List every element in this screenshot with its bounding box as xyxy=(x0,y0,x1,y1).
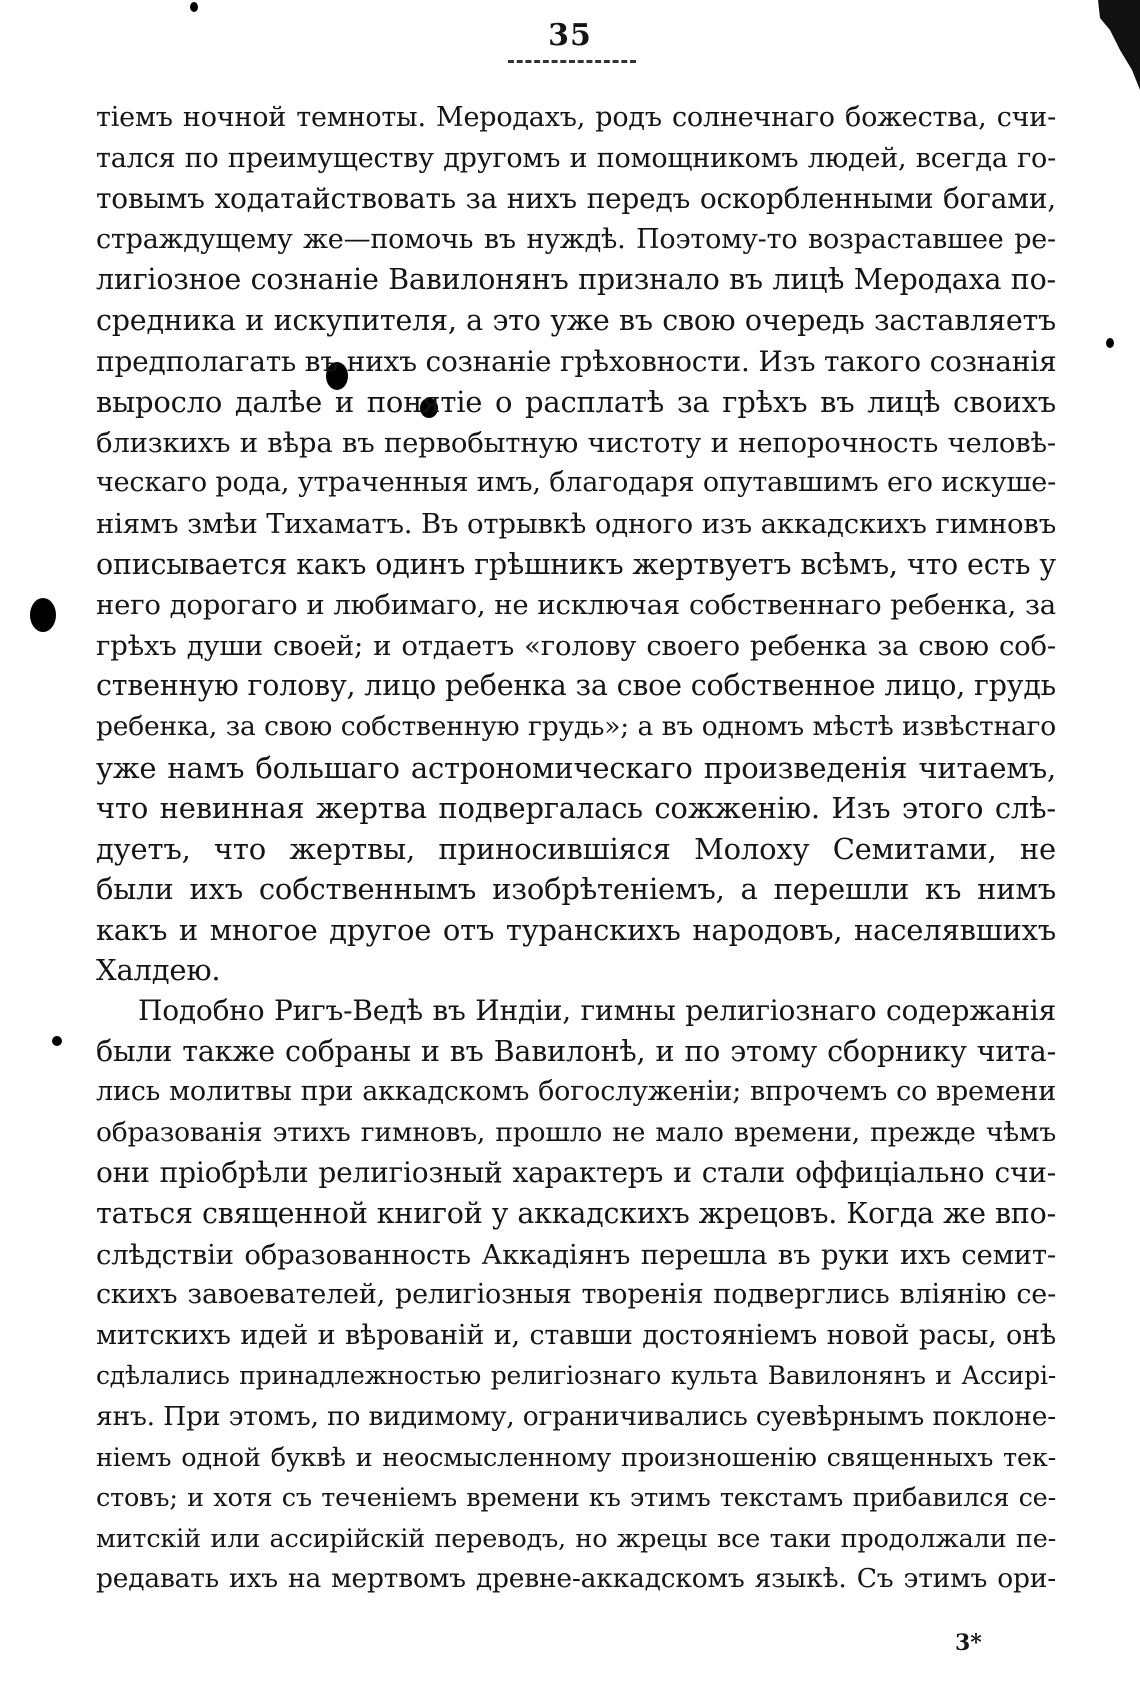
text-line: Подобно Ригъ-Ведѣ въ Индіи, гимны религіознаго содержанія xyxy=(138,994,1056,1028)
page-number: 35 xyxy=(548,18,592,53)
ink-speck xyxy=(1106,338,1114,348)
text-line: сдѣлались принадлежностью религіознаго культа Вавилонянъ и Ассирі- xyxy=(96,1361,1056,1391)
text-line: товымъ ходатайствовать за нихъ передъ оскорбленными богами, xyxy=(96,182,1056,216)
text-line: грѣхъ души своей; и отдаетъ «голову своего ребенка за свою соб- xyxy=(96,629,1056,662)
text-line: Халдею. xyxy=(96,953,221,988)
text-line: слѣдствіи образованность Аккадіянъ перешла въ руки ихъ семит- xyxy=(96,1238,1056,1271)
body-text xyxy=(96,98,1056,1600)
text-line: были также собраны и въ Вавилонѣ, и по этому сборнику чита- xyxy=(96,1034,1056,1068)
text-line: митскій или ассирійскій переводъ, но жрецы все таки продолжали пе- xyxy=(96,1523,1056,1554)
text-line: средника и искупителя, а это уже въ свою очередь заставляетъ xyxy=(96,303,1056,337)
text-line: лигіозное сознаніе Вавилонянъ признало въ лицѣ Меродаха по- xyxy=(96,263,1056,297)
text-line: образованія этихъ гимновъ, прошло не мало времени, прежде чѣмъ xyxy=(96,1116,1056,1148)
text-line: выросло далѣе и понятіе о расплатѣ за грѣхъ въ лицѣ своихъ xyxy=(96,385,1056,420)
text-line: ніемъ одной буквѣ и неосмысленному произношенію священныхъ тек- xyxy=(96,1442,1056,1473)
text-line: предполагать въ нихъ сознаніе грѣховности. Изъ такого сознанія xyxy=(96,344,1056,378)
text-line: ственную голову, лицо ребенка за свое собственное лицо, грудь xyxy=(96,669,1056,703)
text-line: редавать ихъ на мертвомъ древне-аккадскомъ языкѣ. Съ этимъ ори- xyxy=(96,1563,1056,1595)
text-line: близкихъ и вѣра въ первобытную чистоту и непорочность человѣ- xyxy=(96,426,1056,459)
text-line: янъ. При этомъ, по видимому, ограничивались суевѣрнымъ поклоне- xyxy=(96,1401,1056,1432)
ink-speck xyxy=(52,1036,62,1046)
text-line: что невинная жертва подвергалась сожженію. Изъ этого слѣ- xyxy=(96,791,1056,826)
text-line: тіемъ ночной темноты. Меродахъ, родъ солнечнаго божества, счи- xyxy=(96,102,1056,133)
text-line: ребенка, за свою собственную грудь»; а въ одномъ мѣстѣ извѣстнаго xyxy=(96,710,1056,742)
text-line: они пріобрѣли религіозный характеръ и стали оффиціально счи- xyxy=(96,1156,1056,1190)
text-line: митскихъ идей и вѣрованій и, ставши достояніемъ новой расы, онѣ xyxy=(96,1319,1056,1351)
text-line: тался по преимуществу другомъ и помощникомъ людей, всегда го- xyxy=(96,142,1056,174)
text-line: него дорогаго и любимаго, не исключая собственнаго ребенка, за xyxy=(96,589,1056,622)
printer-signature-mark: 3* xyxy=(955,1630,982,1656)
text-line: ніямъ змѣи Тихаматъ. Въ отрывкѣ одного изъ аккадскихъ гимновъ xyxy=(96,507,1056,540)
text-line: описывается какъ одинъ грѣшникъ жертвуетъ всѣмъ, что есть у xyxy=(96,547,1056,581)
text-line: стовъ; и хотя съ теченіемъ времени къ этимъ текстамъ прибавился се- xyxy=(96,1483,1056,1514)
text-line: страждущему же—помочь въ нуждѣ. Поэтому-то возраставшее ре- xyxy=(96,223,1056,255)
text-line: уже намъ большаго астрономическаго произведенія читаемъ, xyxy=(96,750,1056,785)
ink-blot xyxy=(30,598,56,632)
text-line: таться священной книгой у аккадскихъ жрецовъ. Когда же впо- xyxy=(96,1197,1056,1231)
text-line: лись молитвы при аккадскомъ богослуженіи; впрочемъ со времени xyxy=(96,1076,1056,1108)
page-number-rule xyxy=(508,60,636,63)
text-line: были ихъ собственнымъ изобрѣтеніемъ, а перешли къ нимъ xyxy=(96,872,1056,907)
text-line: ческаго рода, утраченныя имъ, благодаря опутавшимъ его искуше- xyxy=(96,467,1056,499)
text-line: скихъ завоевателей, религіозныя творенія подверглись вліянію се- xyxy=(96,1279,1056,1311)
ink-speck xyxy=(190,2,198,12)
text-line: какъ и многое другое отъ туранскихъ народовъ, населявшихъ xyxy=(96,912,1056,947)
text-line: дуетъ, что жертвы, приносившіяся Молоху Семитами, не xyxy=(96,831,1056,866)
